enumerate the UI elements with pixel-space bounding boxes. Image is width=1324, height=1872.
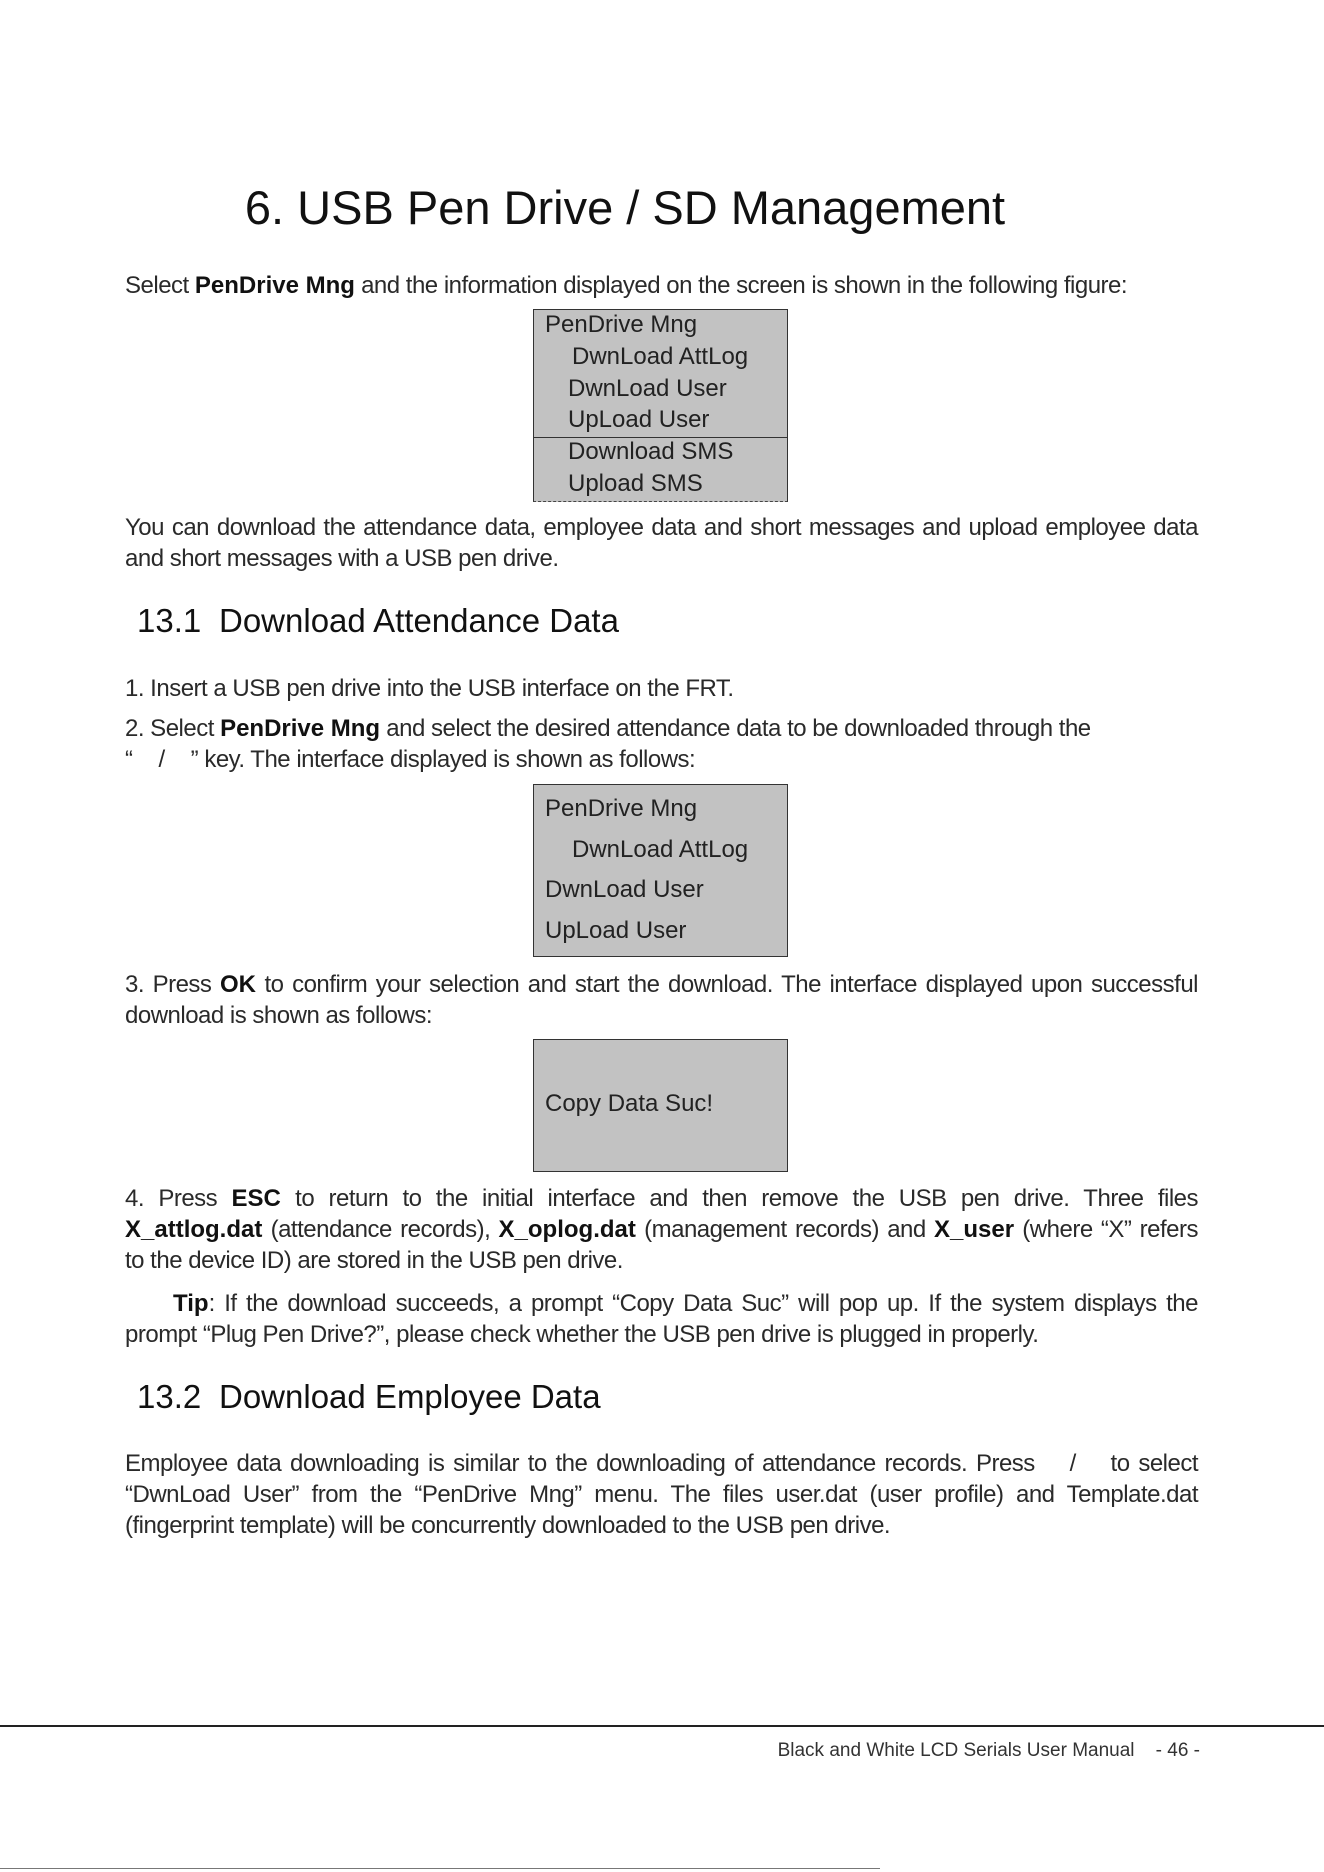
step4-bold-oplog: X_oplog.dat [498,1216,636,1243]
step4-mid1: to return to the initial interface and then remove the USB pen drive. Three files [280,1185,1198,1212]
section2-pre: Employee data downloading is similar to the downloading of attendance records. Press [125,1450,1035,1477]
tip-paragraph [125,1288,1198,1350]
step2-slash: / [158,746,165,773]
step3-bold: OK [219,971,256,998]
usb-paragraph: You can download the attendance data, employee data and short messages and upload employee data and short messages with a USB pen drive. [125,514,1198,572]
lcd-menu-item: UpLoad User [568,406,710,433]
step4-mid3: (management records) and [635,1216,934,1243]
section-heading-13-2 [137,1378,601,1416]
tip-text: : If the download succeeds, a prompt “Copy Data Suc” will pop up. If the system displays the prompt “Plug Pen Drive?”, please check whether the USB pen drive is plugged in properly. [125,1290,1198,1348]
footer-rule [0,1725,1324,1727]
section-heading-13-1 [137,602,619,640]
page-bottom-rule [0,1868,880,1869]
step3-post: to confirm your selection and start the download. The interface displayed upon successful download is shown as follows: [125,971,1198,1029]
lcd-menu-item: Download SMS [568,438,734,465]
step4-bold-esc: ESC [231,1185,281,1212]
lcd-menu-item: UpLoad User [545,917,687,944]
lcd-menu-title: PenDrive Mng [545,311,698,338]
section-title: Download Attendance Data [219,602,619,639]
step4-bold-attlog: X_attlog.dat [125,1216,263,1243]
step3-pre: 3. Press [125,971,220,998]
step4-mid2: (attendance records), [262,1216,499,1243]
lcd-menu-item: DwnLoad User [568,375,727,402]
section2-slash: / [1069,1450,1076,1477]
page-footer [700,1740,1200,1762]
step-1: 1. Insert a USB pen drive into the USB interface on the FRT. [125,675,734,702]
lcd-menu-screen [533,309,788,502]
page-number: - 46 - [1155,1740,1200,1761]
lcd-menu-item: DwnLoad AttLog [572,836,749,863]
step-4 [125,1183,1198,1276]
lcd-menu-item: DwnLoad AttLog [572,343,749,370]
employee-data-paragraph [125,1448,1198,1541]
lcd-success-message: Copy Data Suc! [545,1090,714,1117]
lcd-success-screen [533,1039,788,1172]
step2-post: and select the desired attendance data to be downloaded through the [380,715,1091,742]
step-3 [125,969,1198,1031]
section-title: Download Employee Data [219,1378,601,1415]
section-number: 13.1 [137,602,202,639]
step4-pre: 4. Press [125,1185,232,1212]
step2-quote-open: “ [125,746,133,773]
section2-post: to select “DwnLoad User” from the “PenDrive Mng” menu. The files user.dat (user profile) and Template.dat (fingerprint template) will be concurrently downloaded to the USB pen drive. [125,1450,1199,1539]
step4-bold-user: X_user [934,1216,1015,1243]
lcd-menu-screen-selected [533,784,788,957]
page-title: 6. USB Pen Drive / SD Management [244,181,1006,234]
footer-text: Black and White LCD Serials User Manual [777,1740,1135,1761]
lcd-menu-item: Upload SMS [568,470,703,497]
tip-label: Tip [173,1290,209,1317]
step2-pre: 2. Select [125,715,221,742]
step4-post: (where “X” refers to the device ID) are stored in the USB pen drive. [125,1216,1198,1274]
step2-rest: ” key. The interface displayed is shown as follows: [190,746,696,773]
step-2 [125,713,1198,775]
intro-bold: PenDrive Mng [194,272,355,299]
intro-paragraph [125,270,1198,301]
intro-post: and the information displayed on the screen is shown in the following figure: [354,272,1128,299]
section-number: 13.2 [137,1378,202,1415]
lcd-menu-item: DwnLoad User [545,876,704,903]
lcd-menu-title: PenDrive Mng [545,795,698,822]
step2-bold: PenDrive Mng [220,715,381,742]
intro-pre: Select [125,272,195,299]
